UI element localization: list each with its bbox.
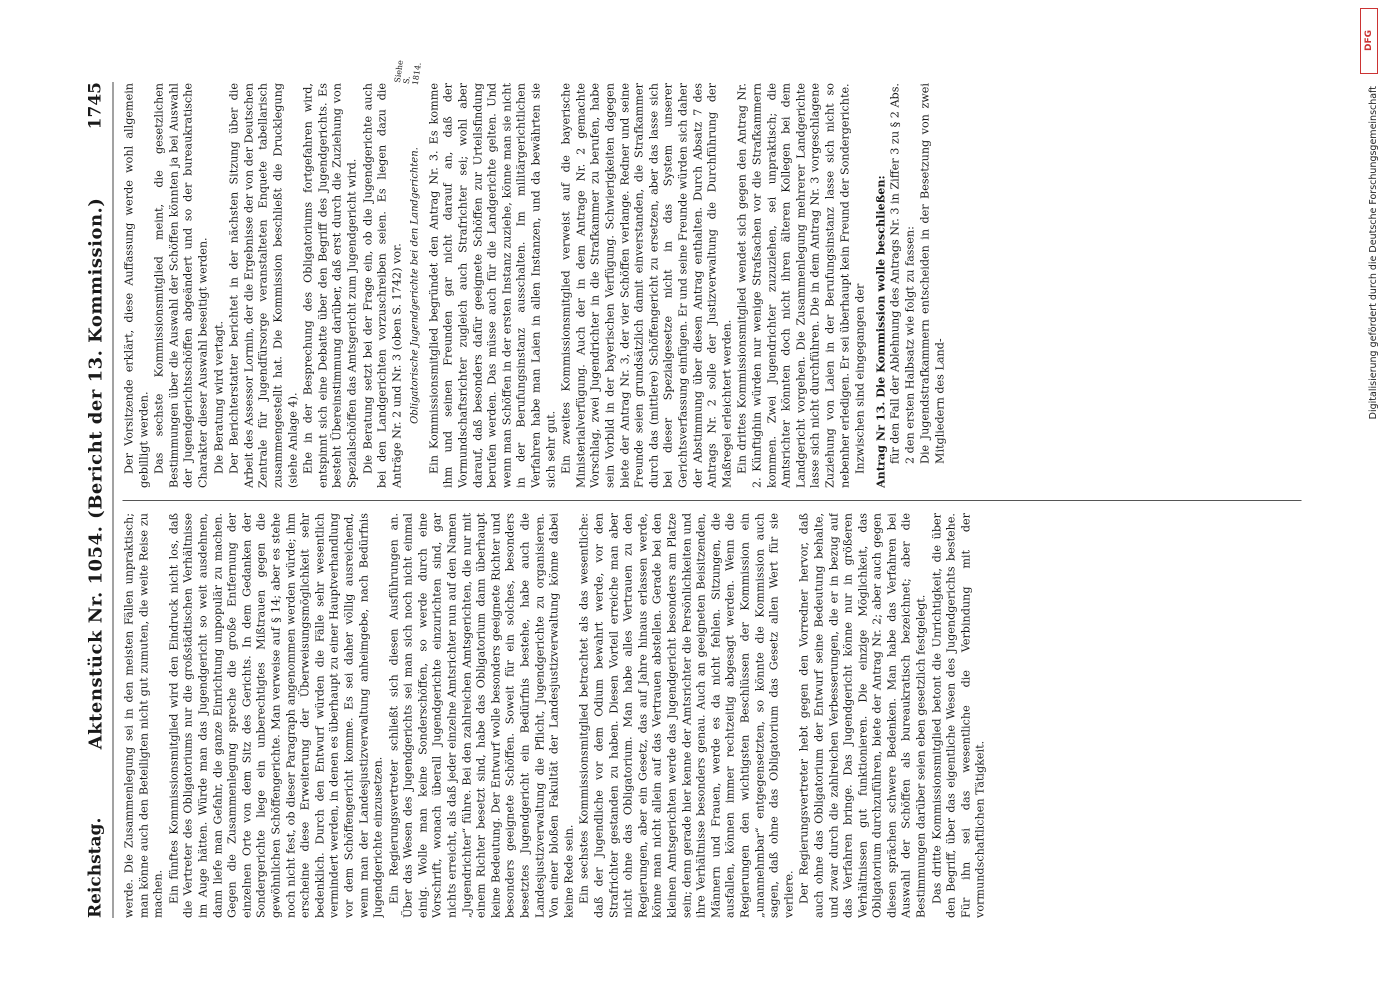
section-heading: Obligatorische Jugendgerichte bei den Landgerichten. [409, 147, 421, 424]
right-paragraph: Ehe in der Besprechung des Obligatoriums fortgefahren wird, entspinnt sich eine Debatte über den Begriff des Jugendgerichts. Es besteht Übereinstimmung darüber, daß erst durch die Zuziehung von Spezialschöffen das Amtsgericht zum Jugendgericht wird. [301, 83, 358, 488]
right-paragraph: Die Beratung wird vertagt. [211, 320, 225, 474]
right-paragraph: Die Jugendstrafkammern entscheiden in der Besetzung von zwei Mitgliedern des Land- [918, 83, 947, 464]
right-paragraph: Ein Kommissionsmitglied begründet den Antrag Nr. 3. Es komme ihm und seinen Freunden gar nicht darauf an, daß der Vormundschaftsrichter zugleich auch Strafrichter sei; wohl aber darauf, daß besonders dafür geeignete Schöffen zur Urteilsfindung berufen werden. Das müsse auch für die Landgerichte gelten. Und wenn man Schöffen in der ersten Instanz zuziehe, könne man sie nicht in der Berufungsinstanz ausschalten. Im militärgerichtlichen Verfahren habe man Laien in allen Instanzen, und da bewährten sie sich sehr gut. [426, 83, 557, 488]
antrag-heading: Antrag Nr 13. Die Kommission wolle beschließen: [872, 175, 887, 488]
column-divider [122, 500, 1301, 501]
left-paragraph: Ein Regierungsvertreter schließt sich diesen Ausführungen an. Über das Wesen des Jugendgerichts sei man sich noch nicht einmal einig. Wolle man keine Sonderschöffen, so werde durch eine Vorschrift, wonach überall Jugendgerichte einzurichten sind, gar nichts erreicht, als daß jeder einzelne Amtsrichter nun auf den Namen „Jugendrichter“ führe. Bei den zahlreichen Amtsgerichten, die nur mit einem Richter besetzt sind, habe das Obligatorium dann überhaupt keine Bedeutung. Der Entwurf wolle besonders geeignete Richter und besonders geeignete Schöffen. Soweit für ein solches, besonders besetztes Jugendgericht ein Bedürfnis bestehe, habe auch die Landesjustizverwaltung die Pflicht, Jugendgerichte zu organisieren. Von einer bloßen Fakultät der Landesjustizverwaltung könne dabei keine Rede sein. [386, 513, 575, 918]
right-paragraph: Ein zweites Kommissionsmitglied verweist auf die bayerische Ministerialverfügung. Auch der in dem Antrage Nr. 2 gemachte Vorschlag, zwei Jugendrichter in die Strafkammer zu berufen, habe sein Vorbild in der bayerischen Verfügung. Schwierigkeiten dagegen biete der Antrag Nr. 3, der vier Schöffen verlange. Redner und seine Freunde seien grundsätzlich damit einverstanden, die Strafkammer durch das (mittlere) Schöffengericht zu ersetzen, aber das lasse sich bei dieser Spezialgesetze nicht in das System unserer Gerichtsverfassung einfügen. Er und seine Freunde würden sich daher der Abstimmung über diesen Antrag enthalten. Durch Absatz 7 des Antrags Nr. 2 solle der Justizverwaltung die Durchführung der Maßregel erleichtert werden. [559, 83, 733, 488]
dfg-logo [1360, 8, 1378, 74]
right-paragraph: Der Vorsitzende erklärt, diese Auffassung werde wohl allgemein gebilligt werden. [122, 83, 150, 488]
header-aktenstueck: Aktenstück Nr. 1054. [84, 525, 106, 750]
left-paragraph: Der Regierungsvertreter hebt gegen den Vorredner hervor, daß auch ohne das Obligatorium der Entwurf seine Bedeutung behalte, und zwar durch die zahlreichen Verbesserungen, die er in bezug auf das Verfahren bringe. Das Jugendgericht könne nur in größeren Verhältnissen gut funktionieren. Die einzige Möglichkeit, das Obligatorium durchzuführen, biete der Antrag Nr. 2; aber auch gegen diesen sprächen schwere Bedenken. Man habe das Verfahren bei Auswahl der Schöffen als bureaukratisch bezeichnet; aber die Bestimmungen darüber seien eben gesetzlich festgelegt. [797, 513, 928, 918]
document-page [64, 60, 1319, 940]
right-paragraph: für den Fall der Ablehnung des Antrags Nr. 3 in Ziffer 3 zu § 2 Abs. 2 den ersten Halbsatz wie folgt zu fassen: [888, 83, 916, 464]
right-paragraph: Der Berichterstatter berichtet in der nächsten Sitzung über die Arbeit des Assessor Lormin, der die Ergebnisse der von der Deutschen Zentrale für Jugendfürsorge veranstalteten Enquete tabellarisch zusammengestellt hat. Die Kommission beschließt die Drucklegung (siehe Anlage 4). [227, 83, 299, 488]
right-column [122, 83, 1301, 488]
margin-note: Siehe S. 1814. [392, 59, 423, 86]
dfg-logo-text: DFG [1364, 30, 1374, 52]
right-paragraph: Inzwischen sind eingegangen der [853, 283, 867, 474]
digitization-sidebar [1355, 0, 1383, 1000]
header-paren: (Bericht der 13. Kommission.) [84, 197, 106, 519]
left-column [122, 513, 1301, 918]
right-paragraph: Die Beratung setzt bei der Frage ein, ob die Jugendgerichte auch bei den Landgerichten vorzuschreiben seien. Es liegen dazu die Anträge Nr. 2 und Nr. 3 (oben S. 1742) vor. [360, 83, 403, 488]
right-paragraph: Das sechste Kommissionsmitglied meint, die gesetzlichen Bestimmungen über die Auswahl der Schöffen könnten ja bei Auswahl der Jugendgerichtsschöffen abgeändert und so der bureaukratische Charakter dieser Auswahl beseitigt werden. [152, 83, 209, 488]
header-left: Reichstag. [85, 817, 105, 918]
funding-note: Digitalisierung gefördert durch die Deutsche Forschungsgemeinschaft [1368, 86, 1379, 420]
page-header [78, 82, 113, 918]
page-number: 1745 [85, 82, 105, 130]
left-paragraph: werde. Die Zusammenlegung sei in den meisten Fällen unpraktisch; man könne auch den Beteiligten nicht gut zumuten, die weite Reise zu machen. [122, 513, 165, 918]
right-paragraph: Ein drittes Kommissionsmitglied wendet sich gegen den Antrag Nr. 2. Künftighin würden nur wenige Strafsachen vor die Strafkammern kommen. Zwei Jugendrichter zuzuziehen, sei unpraktisch; die Amtsrichter könnten doch nicht ihren älteren Kollegen bei dem Landgericht vorgehen. Die Zusammenlegung mehrerer Landgerichte lasse sich nicht durchführen. Die in dem Antrag Nr. 3 vorgeschlagene Zuziehung von Laien in der Berufungsinstanz lasse sich nicht so nebenher erledigen. Er sei überhaupt kein Freund der Sondergerichte. [735, 83, 851, 488]
left-paragraph: Das dritte Kommissionsmitglied betont die Unrichtigkeit, die über den Begriff, über das eigentliche Wesen des Jugendgerichts bestehe. Für ihn sei das wesentliche die Verbindung mit der vormundschaftlichen Tätigkeit. [929, 513, 987, 918]
left-paragraph: Ein sechstes Kommissionsmitglied betrachtet als das wesentliche: daß der Jugendliche vor dem Odium bewahrt werde, vor den Strafrichter gestanden zu haben. Diesen Vorteil erreiche man aber nicht ohne das Obligatorium. Man habe alles Vertrauen zu den Regierungen, aber ein Gesetz, das auf Jahre hinaus erlassen werde, könne man nicht allein auf das Vertrauen abstellen. Gerade bei den kleinen Amtsgerichten werde das Jugendgericht besonders am Platze sein; denn gerade hier kenne der Amtsrichter die Persönlichkeiten und ihre Verhältnisse besonders genau. Auch an geeigneten Beisitzenden, Männern und Frauen, werde es da nicht fehlen. Sitzungen, die ausfallen, können immer rechtzeitig abgesagt werden. Wenn die Regierungen den wichtigsten Beschlüssen der Kommission ein „unannehmbar“ entgegensetzten, so könnte die Kommission auch sagen, daß ohne das Obligatorium das Gesetz allen Wert für sie verliere. [577, 513, 795, 918]
left-paragraph: Ein fünftes Kommissionsmitglied wird den Eindruck nicht los, daß die Vertreter des Obligatoriums nur die großstädtischen Verhältnisse im Auge hätten. Würde man das Jugendgericht so weit ausdehnen, dann liefe man Gefahr, die ganze Einrichtung unpopulär zu machen. Gegen die Zusammenlegung spreche die große Entfernung der einzelnen Orte von dem Sitz des Gerichts. In dem Gedanken der Sondergerichte liege ein unberechtigtes Mißtrauen gegen die gewöhnlichen Schöffengerichte. Man verweise auf § 14; aber es stehe noch nicht fest, ob dieser Paragraph angenommen werden würde; ihm erscheine diese Erweiterung der Überweisungsmöglichkeit sehr bedenklich. Durch den Entwurf würden die Fälle sehr wesentlich vermindert werden, in denen es überhaupt zu einer Hauptverhandlung vor dem Schöffengericht komme. Es sei daher völlig ausreichend, wenn man der Landesjustizverwaltung anheimgebe, nach Bedürfnis Jugendgerichte einzusetzen. [166, 513, 385, 918]
header-title [85, 198, 106, 750]
